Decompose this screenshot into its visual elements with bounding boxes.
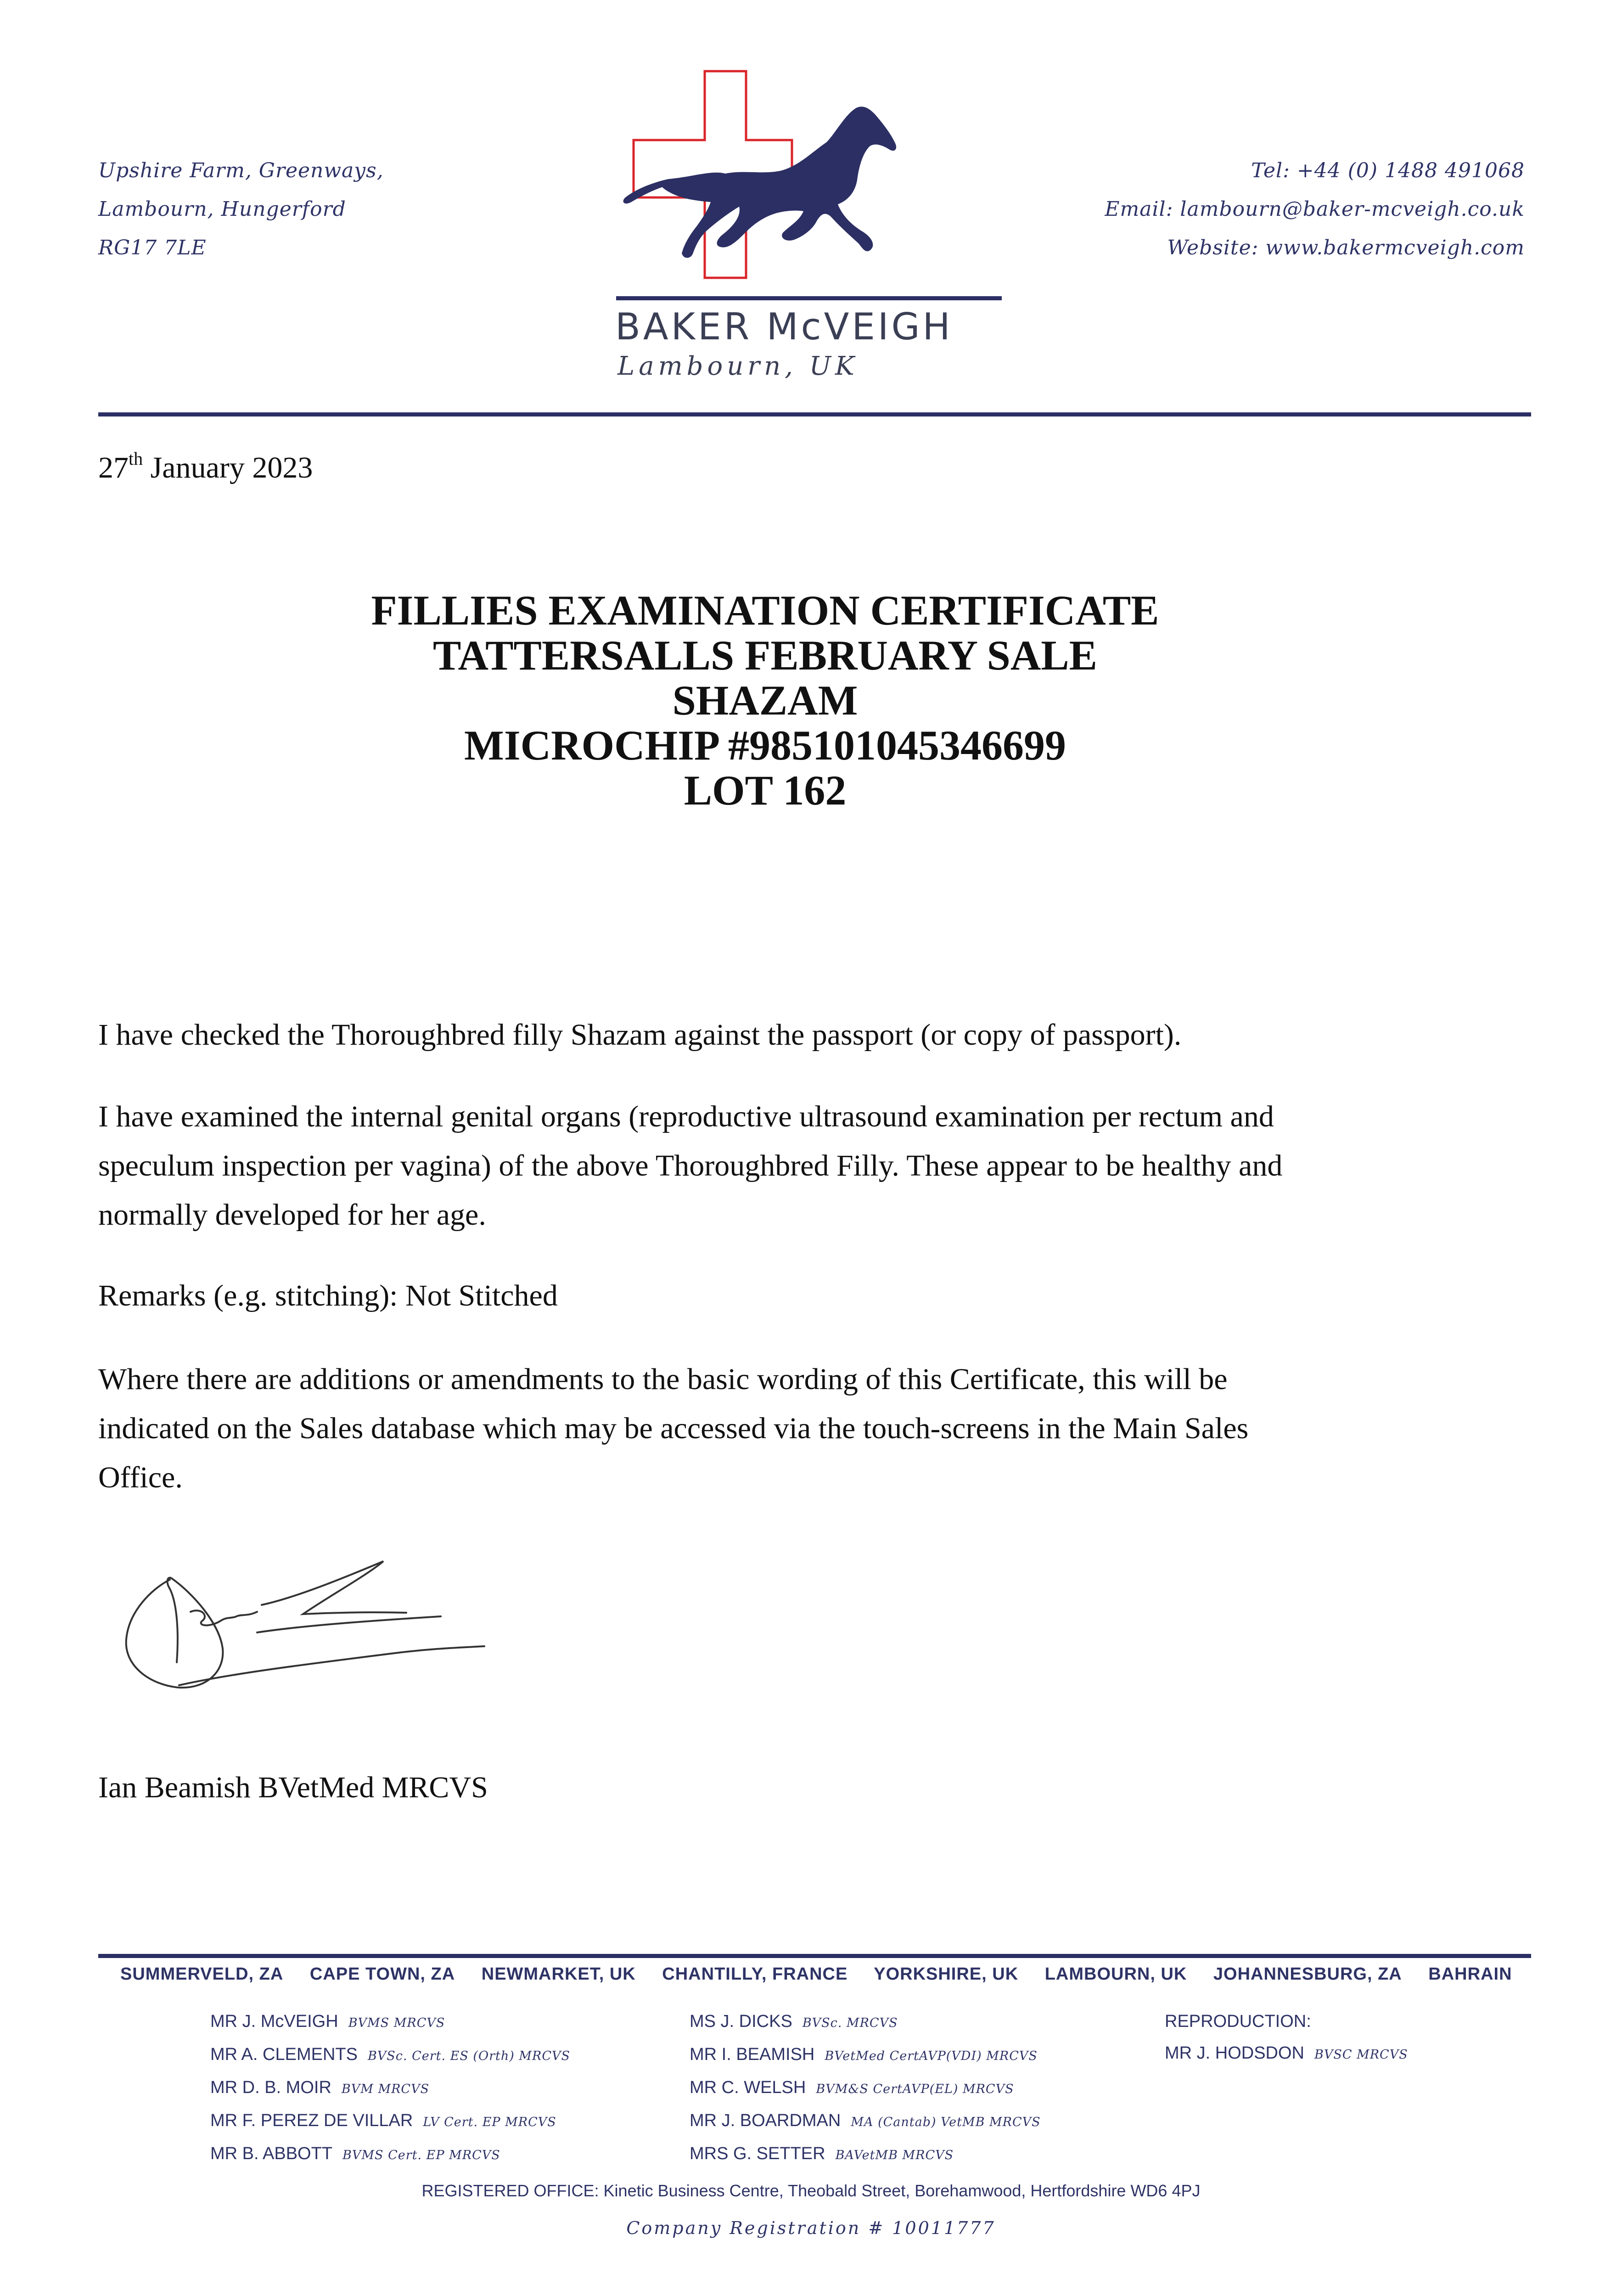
email-line: Email: lambourn@baker-mcveigh.co.uk	[1105, 197, 1525, 221]
paragraph-line: I have examined the internal genital organs (reproductive ultrasound examination per rectum and	[98, 1100, 1274, 1133]
paragraph-line: Where there are additions or amendments to the basic wording of this Certificate, this will be	[98, 1362, 1228, 1396]
staff-entry	[210, 2138, 570, 2171]
horse-name: SHAZAM	[672, 677, 858, 724]
location-item: LAMBOURN, UK	[1044, 1964, 1187, 1984]
staff-entry	[210, 2039, 570, 2072]
staff-entry	[210, 2072, 570, 2105]
paragraph-line: normally developed for her age.	[98, 1198, 486, 1232]
staff-name: MR C. WELSH	[690, 2078, 806, 2097]
address-line: Lambourn, Hungerford	[98, 197, 346, 221]
staff-entry	[690, 2072, 1041, 2105]
date-month-year: January 2023	[150, 451, 313, 484]
staff-name: MR D. B. MOIR	[210, 2078, 331, 2097]
staff-column-2	[690, 2006, 1041, 2171]
microchip-number: MICROCHIP #985101045346699	[464, 722, 1066, 769]
staff-qualifications: BVetMed CertAVP(VDI) MRCVS	[825, 2049, 1038, 2063]
company-address	[98, 152, 384, 267]
location-item: YORKSHIRE, UK	[874, 1964, 1019, 1984]
staff-entry	[1165, 2037, 1408, 2071]
staff-qualifications: BVM&S CertAVP(EL) MRCVS	[816, 2082, 1014, 2096]
staff-name: MR B. ABBOTT	[210, 2144, 333, 2163]
location-item: CAPE TOWN, ZA	[309, 1964, 455, 1984]
handwritten-signature	[110, 1525, 523, 1717]
staff-entry	[210, 2006, 570, 2039]
staff-name: MR I. BEAMISH	[690, 2045, 815, 2064]
staff-column-1	[210, 2006, 570, 2171]
letter-date	[98, 448, 313, 485]
staff-name: MRS G. SETTER	[690, 2144, 825, 2163]
staff-qualifications: BVSC MRCVS	[1314, 2048, 1408, 2062]
address-line: RG17 7LE	[98, 236, 207, 259]
footer-divider	[98, 1954, 1531, 1958]
address-line: Upshire Farm, Greenways,	[98, 159, 384, 182]
staff-name: MR J. HODSDON	[1165, 2043, 1304, 2063]
website-line: Website: www.bakermcveigh.com	[1167, 236, 1525, 259]
logo-divider	[616, 296, 1002, 300]
location-item: NEWMARKET, UK	[481, 1964, 636, 1984]
horse-icon	[623, 107, 897, 258]
staff-entry	[690, 2105, 1041, 2138]
date-day: 27	[98, 451, 129, 484]
staff-entry	[690, 2006, 1041, 2039]
amendments-paragraph	[98, 1355, 1521, 1502]
company-contacts	[1105, 152, 1525, 267]
passport-check-paragraph: I have checked the Thoroughbred filly Shazam against the passport (or copy of passport).	[98, 1018, 1182, 1052]
staff-qualifications: BVSc. MRCVS	[802, 2016, 898, 2030]
location-item: BAHRAIN	[1428, 1964, 1512, 1984]
certificate-title: FILLIES EXAMINATION CERTIFICATE	[371, 587, 1159, 634]
location-item: JOHANNESBURG, ZA	[1213, 1964, 1402, 1984]
staff-qualifications: BVSc. Cert. ES (Orth) MRCVS	[367, 2049, 570, 2063]
header-divider	[98, 412, 1531, 416]
staff-qualifications: LV Cert. EP MRCVS	[423, 2115, 556, 2129]
lot-number: LOT 162	[684, 767, 847, 814]
staff-qualifications: BVMS Cert. EP MRCVS	[342, 2148, 500, 2162]
staff-name: MR F. PEREZ DE VILLAR	[210, 2111, 413, 2130]
office-locations	[120, 1964, 1533, 1984]
signer-name: Ian Beamish BVetMed MRCVS	[98, 1771, 488, 1804]
staff-name: MR A. CLEMENTS	[210, 2045, 358, 2064]
paragraph-line: indicated on the Sales database which may be accessed via the touch-screens in the Main Sales	[98, 1412, 1249, 1445]
company-registration: Company Registration # 10011777	[626, 2218, 996, 2238]
registered-office: REGISTERED OFFICE: Kinetic Business Centre, Theobald Street, Borehamwood, Hertfordshire WD6 4PJ	[421, 2181, 1201, 2200]
reproduction-label: REPRODUCTION:	[1165, 2012, 1311, 2031]
staff-entry	[210, 2105, 570, 2138]
brand-location: Lambourn, UK	[617, 351, 859, 381]
phone-line: Tel: +44 (0) 1488 491068	[1251, 159, 1525, 182]
paragraph-line: speculum inspection per vagina) of the above Thoroughbred Filly. These appear to be healthy and	[98, 1149, 1283, 1182]
date-suffix: th	[129, 448, 143, 469]
paragraph-line: Office.	[98, 1461, 183, 1494]
staff-qualifications: BVMS MRCVS	[348, 2016, 445, 2030]
sale-name: TATTERSALLS FEBRUARY SALE	[433, 632, 1097, 679]
location-item: CHANTILLY, FRANCE	[662, 1964, 848, 1984]
staff-name: MR J. BOARDMAN	[690, 2111, 841, 2130]
certificate-heading	[138, 588, 1392, 813]
location-item: SUMMERVELD, ZA	[120, 1964, 284, 1984]
brand-name: BAKER McVEIGH	[615, 305, 953, 348]
staff-qualifications: BAVetMB MRCVS	[835, 2148, 954, 2162]
remarks-paragraph: Remarks (e.g. stitching): Not Stitched	[98, 1279, 558, 1312]
staff-entry	[690, 2039, 1041, 2072]
examination-paragraph	[98, 1092, 1521, 1239]
staff-name: MS J. DICKS	[690, 2012, 792, 2031]
staff-name: MR J. McVEIGH	[210, 2012, 338, 2031]
staff-entry	[690, 2138, 1041, 2171]
reproduction-column	[1165, 2006, 1408, 2071]
staff-qualifications: BVM MRCVS	[341, 2082, 430, 2096]
staff-qualifications: MA (Cantab) VetMB MRCVS	[851, 2115, 1041, 2129]
